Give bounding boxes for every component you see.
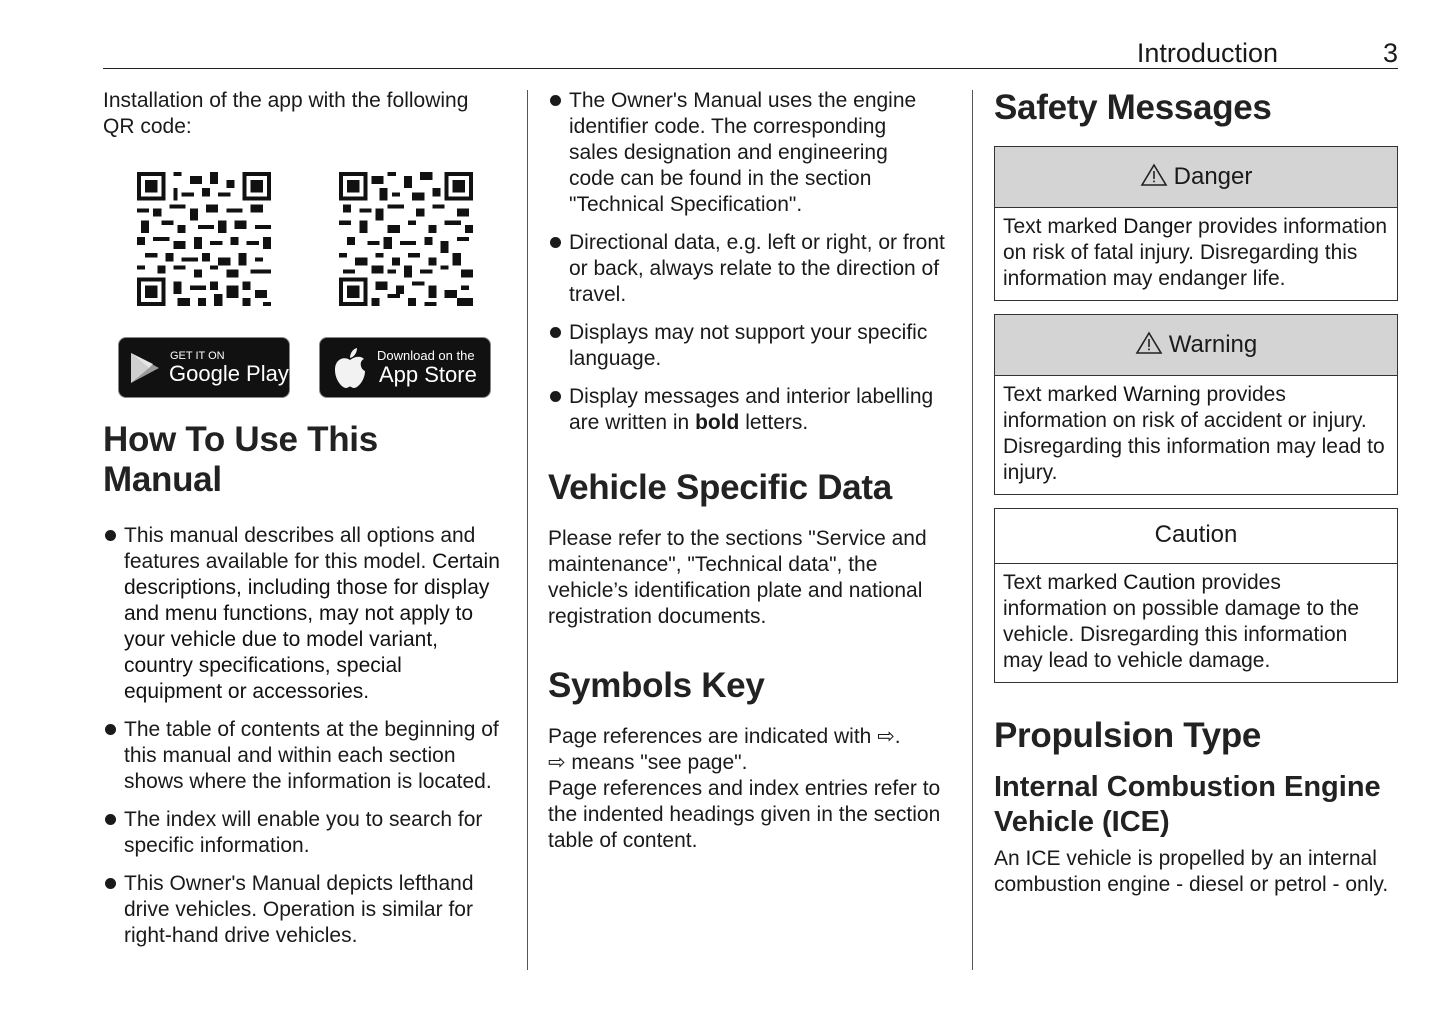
google-play-badge[interactable] <box>118 337 290 398</box>
bullet-icon <box>550 327 561 338</box>
caution-title: Caution <box>1154 521 1238 548</box>
bullet-icon <box>550 237 561 248</box>
list-item: The Owner's Manual uses the engine identifier code. The corresponding sales designation and engineering code can be found in the section "Technical Specification". <box>548 88 934 218</box>
app-store-big-label: App Store <box>379 362 477 387</box>
bullet-icon <box>550 391 561 402</box>
list-item: Displays may not support your specific language. <box>548 320 953 372</box>
caution-text: Text marked Caution provides information on possible damage to the vehicle. Disregarding this information may lead to vehicle damage. <box>1003 571 1360 672</box>
warning-box-header <box>995 315 1397 376</box>
caution-box-header <box>995 509 1397 564</box>
emphasis-text: Certain descriptions, including those for display and menu functions, may not apply to your vehicle due to model variant, country specifications, special equipment or accessories. <box>124 550 500 703</box>
list-item: Directional data, e.g. left or right, or front or back, always relate to the direction of travel. <box>548 230 953 308</box>
app-download-area <box>103 172 503 387</box>
how-to-heading: How To Use This Manual <box>103 420 378 499</box>
section-title: Introduction <box>1136 38 1278 68</box>
warning-title: Warning <box>1168 331 1258 358</box>
warning-triangle-icon <box>1135 331 1163 355</box>
bullet-icon <box>105 814 116 825</box>
manual-notes-list <box>548 88 953 436</box>
list-item: This Owner's Manual depicts lefthand drive vehicles. Operation is similar for right-hand drive vehicles. <box>103 871 503 949</box>
danger-keyword: Danger <box>1123 215 1193 238</box>
bullet-icon <box>550 95 561 106</box>
warning-box <box>994 314 1398 495</box>
list-item: The index will enable you to search for specific information. <box>103 807 503 859</box>
qr-code-app-store[interactable] <box>339 172 473 306</box>
symbols-line-2: ⇨ means "see page". <box>548 751 748 774</box>
symbols-line-3: Page references and index entries refer to the indented headings given in the section table of content. <box>548 777 941 852</box>
danger-box <box>994 146 1398 301</box>
safety-messages-heading: Safety Messages <box>994 88 1272 127</box>
vehicle-data-heading: Vehicle Specific Data <box>548 468 892 507</box>
google-play-icon <box>129 351 161 385</box>
bold-word: bold <box>695 411 740 434</box>
column-divider <box>972 90 973 970</box>
warning-keyword: Warning <box>1123 383 1201 406</box>
apple-logo-icon <box>332 347 368 389</box>
how-to-list <box>103 523 503 949</box>
list-item: This manual describes all options and features available for this model. Certain descriptions, including those for display and menu functions, may not apply to your vehicle due to model variant, country specifications, special equipment or accessories. <box>103 523 503 705</box>
vehicle-data-text: Please refer to the sections "Service and maintenance", "Technical data", the vehicle’s identification plate and national registration documents. <box>548 527 927 628</box>
bullet-icon <box>105 530 116 541</box>
bullet-icon <box>105 724 116 735</box>
symbols-line-1: Page references are indicated with ⇨. <box>548 725 901 748</box>
app-store-small-label: Download on the <box>377 348 475 363</box>
danger-box-header <box>995 147 1397 208</box>
app-store-badge[interactable] <box>319 337 491 398</box>
list-item: Display messages and interior labelling are written in bold letters. <box>548 384 953 436</box>
qr-code-google-play[interactable] <box>137 172 271 306</box>
page-number: 3 <box>1382 38 1398 68</box>
danger-text: Text marked Danger provides information on risk of fatal injury. Disregarding this information may endanger life. <box>1003 215 1388 290</box>
install-text: Installation of the app with the following QR code: <box>103 89 469 138</box>
caution-box <box>994 508 1398 683</box>
warning-triangle-icon <box>1140 163 1168 187</box>
list-item: The table of contents at the beginning of this manual and within each section shows where the information is located. <box>103 717 503 795</box>
middle-column <box>548 88 953 854</box>
ice-text: An ICE vehicle is propelled by an internal combustion engine - diesel or petrol - only. <box>994 847 1389 896</box>
right-column <box>994 88 1398 898</box>
ice-heading: Internal Combustion Engine Vehicle (ICE) <box>994 771 1381 838</box>
danger-title: Danger <box>1173 163 1253 190</box>
column-divider <box>527 90 528 970</box>
caution-keyword: Caution <box>1123 571 1196 594</box>
warning-text: Text marked Warning provides information on risk of accident or injury. Disregarding this information may lead to injury. <box>1003 383 1385 484</box>
left-column <box>103 88 503 961</box>
google-play-big-label: Google Play <box>169 361 289 386</box>
propulsion-type-heading: Propulsion Type <box>994 716 1262 755</box>
bullet-icon <box>105 878 116 889</box>
header-rule <box>103 68 1398 69</box>
symbols-key-heading: Symbols Key <box>548 666 765 705</box>
google-play-small-label: GET IT ON <box>170 350 225 362</box>
